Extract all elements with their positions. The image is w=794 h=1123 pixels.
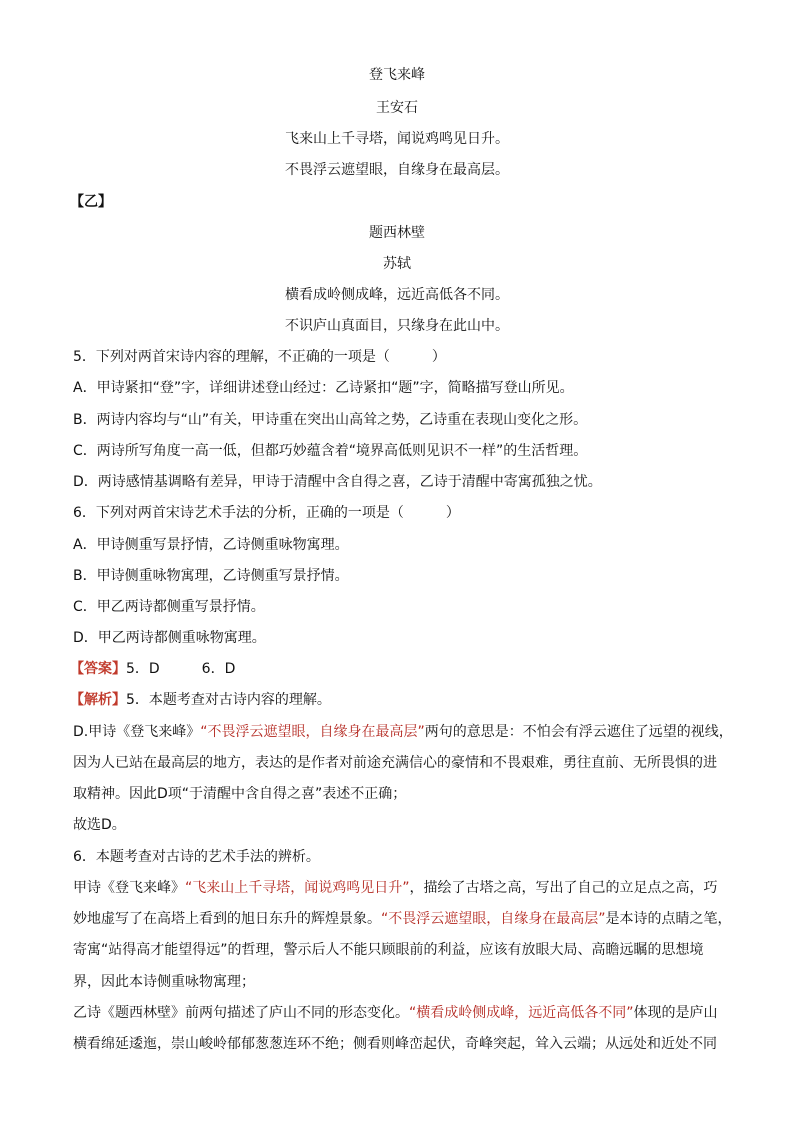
poem-jia-line1: 飞来山上千寻塔，闻说鸡鸣见日升。 (285, 131, 509, 147)
question-5-option-b: B．两诗内容均与“山”有关，甲诗重在突出山高耸之势，乙诗重在表现山变化之形。 (73, 412, 588, 428)
analysis-q5-rest: 两句的意思是：不怕会有浮云遮住了远望的视线， (424, 724, 733, 740)
analysis-q6-rest: ，描绘了古塔之高，写出了自己的立足点之高，巧 (409, 880, 718, 896)
analysis-q6-line1 (73, 878, 723, 898)
section-yi-label: 【乙】 (70, 194, 112, 210)
question-6-option-a: A．甲诗侧重写景抒情，乙诗侧重咏物寓理。 (73, 537, 349, 553)
question-5-option-a: A．甲诗紧扣“登”字，详细讲述登山经过：乙诗紧扣“题”字，简略描写登山所见。 (73, 380, 574, 396)
analysis-q5-conclusion: 故选D。 (73, 817, 126, 833)
analysis-q5-line3: 取精神。因此D项“于清醒中含自得之喜”表述不正确； (73, 786, 407, 802)
analysis-q6-yi-quote: “横看成岭侧成峰，远近高低各不同” (409, 1005, 634, 1021)
question-6-stem: 6．下列对两首宋诗艺术手法的分析，正确的一项是（ ） (73, 505, 460, 521)
analysis-q6-yi-line1 (73, 1003, 723, 1023)
question-5-stem: 5．下列对两首宋诗内容的理解，不正确的一项是（ ） (73, 349, 446, 365)
analysis-q6-yi-rest: 体现的是庐山 (633, 1005, 718, 1021)
poem-jia-title: 登飞来峰 (369, 67, 425, 83)
question-6-option-d: D．甲乙两诗都侧重咏物寓理。 (73, 630, 266, 646)
analysis-q6-line2a: 妙地虚写了在高塔上看到的旭日东升的辉煌景象。 (73, 911, 381, 927)
answer-line (70, 659, 720, 679)
analysis-q6-quote2: “不畏浮云遮望眼，自缘身在最高层” (381, 911, 606, 927)
analysis-q6-line4: 界，因此本诗侧重咏物寓理； (73, 974, 255, 990)
poem-jia-author: 王安石 (376, 100, 418, 116)
analysis-q5-line1 (73, 722, 733, 742)
analysis-q5-intro: 5．本题考查对古诗内容的理解。 (126, 692, 331, 708)
question-5-option-d: D．两诗感情基调略有差异，甲诗于清醒中含自得之喜，乙诗于清醒中寄寓孤独之忧。 (73, 474, 602, 490)
analysis-q5-line2: 因为人已站在最高层的地方，表达的是作者对前途充满信心的豪情和不畏艰难，勇往直前、无所畏惧的进 (73, 755, 717, 771)
answer-label: 【答案】 (70, 661, 126, 677)
analysis-q5-quote: “不畏浮云遮望眼，自缘身在最高层” (200, 724, 425, 740)
analysis-q6-intro: 6．本题考查对古诗的艺术手法的辨析。 (73, 849, 320, 865)
answer-text: 5．D 6．D (126, 661, 236, 677)
question-6-option-b: B．甲诗侧重咏物寓理，乙诗侧重写景抒情。 (73, 568, 349, 584)
poem-yi-line2: 不识庐山真面目，只缘身在此山中。 (285, 318, 509, 334)
analysis-q6-line2 (73, 909, 732, 929)
analysis-q6-yi-line2: 横看绵延逶迤，崇山峻岭郁郁葱葱连环不绝；侧看则峰峦起伏，奇峰突起，耸入云端；从远处和近处不同 (73, 1036, 717, 1052)
poem-yi-line1: 横看成岭侧成峰，远近高低各不同。 (285, 287, 509, 303)
analysis-q6-line2b: 是本诗的点睛之笔， (605, 911, 732, 927)
analysis-q6-line3: 寄寓“站得高才能望得远”的哲理，警示后人不能只顾眼前的利益，应该有放眼大局、高瞻远瞩的思想境 (73, 942, 704, 958)
question-6-option-c: C．甲乙两诗都侧重写景抒情。 (73, 599, 265, 615)
analysis-intro-line (70, 690, 720, 710)
analysis-q6-quote: “飞来山上千寻塔，闻说鸡鸣见日升” (185, 880, 410, 896)
poem-yi-author: 苏轼 (383, 256, 411, 272)
poem-jia-line2: 不畏浮云遮望眼，自缘身在最高层。 (285, 162, 509, 178)
analysis-q6-yi-prefix: 乙诗《题西林壁》前两句描述了庐山不同的形态变化。 (73, 1005, 409, 1021)
question-5-option-c: C．两诗所写角度一高一低，但都巧妙蕴含着“境界高低则见识不一样”的生活哲理。 (73, 443, 588, 459)
analysis-label: 【解析】 (70, 692, 126, 708)
analysis-q6-prefix: 甲诗《登飞来峰》 (73, 880, 185, 896)
poem-yi-title: 题西林壁 (369, 225, 425, 241)
analysis-q5-prefix: D.甲诗《登飞来峰》 (73, 724, 201, 740)
